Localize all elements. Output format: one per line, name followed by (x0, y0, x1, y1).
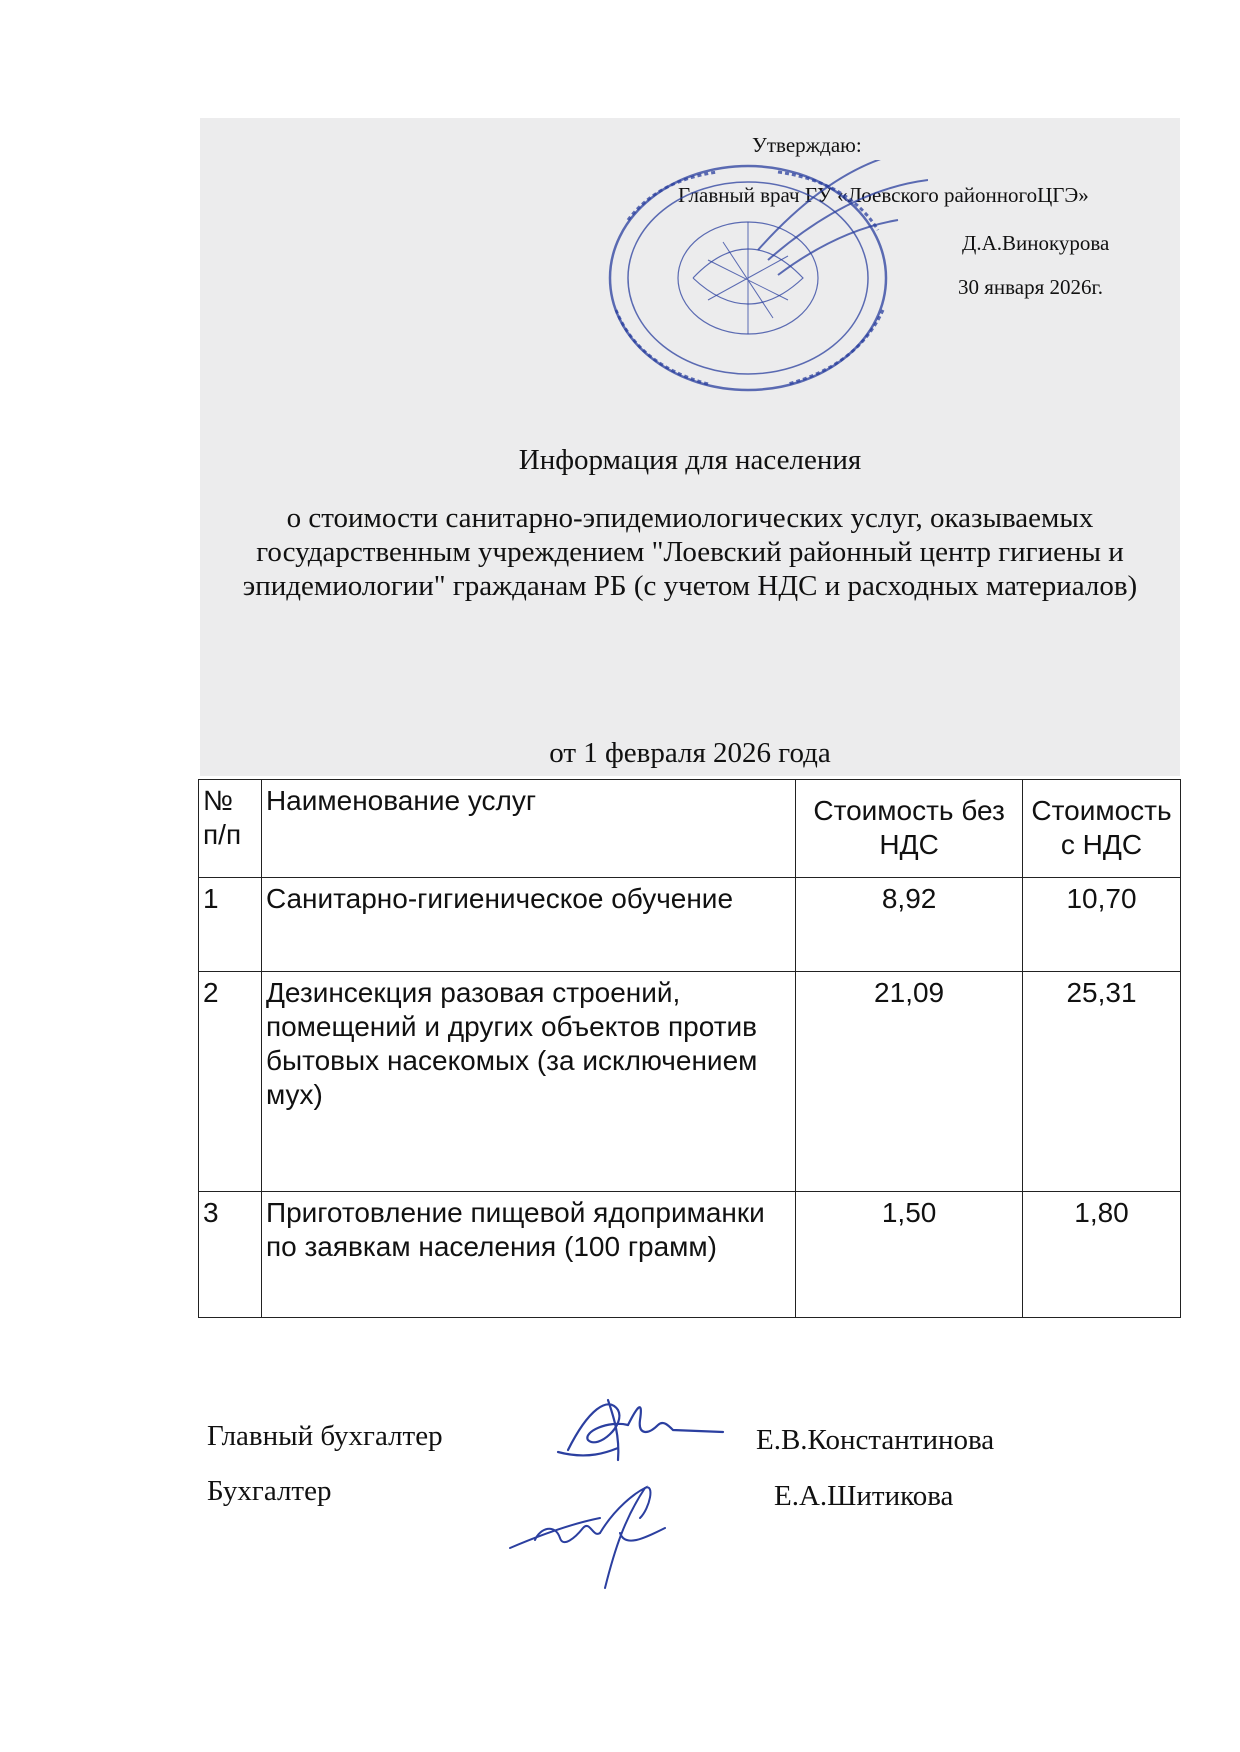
approval-signer: Д.А.Винокурова (962, 231, 1110, 255)
price-with-vat: 10,70 (1023, 878, 1181, 972)
row-number: 3 (199, 1192, 262, 1318)
table-row (199, 1192, 1181, 1318)
approval-position: Главный врач ГУ «Лоевского районногоЦГЭ» (678, 183, 1089, 207)
price-with-vat: 25,31 (1023, 972, 1181, 1192)
price-without-vat: 1,50 (796, 1192, 1023, 1318)
service-name: Приготовление пищевой ядоприманки по заявкам населения (100 грамм) (261, 1192, 795, 1318)
accountant-title: Бухгалтер (207, 1475, 332, 1507)
table-row (199, 972, 1181, 1192)
price-table (198, 779, 1181, 1318)
approval-date: 30 января 2026г. (958, 275, 1104, 299)
accountant-signature (505, 1478, 715, 1608)
chief-accountant-name: Е.В.Константинова (756, 1424, 995, 1456)
header-price-without-vat: Стоимость без НДС (796, 780, 1023, 878)
service-name: Дезинсекция разовая строений, помещений и других объектов против бытовых насекомых (за исключением мух) (261, 972, 795, 1192)
chief-accountant-title: Главный бухгалтер (207, 1420, 443, 1452)
price-with-vat: 1,80 (1023, 1192, 1181, 1318)
service-name: Санитарно-гигиеническое обучение (261, 878, 795, 972)
header-price-with-vat: Стоимость с НДС (1023, 780, 1181, 878)
official-stamp (598, 160, 928, 400)
accountant-name: Е.А.Шитикова (774, 1480, 954, 1512)
row-number: 1 (199, 878, 262, 972)
price-without-vat: 8,92 (796, 878, 1023, 972)
chief-accountant-signature (548, 1380, 728, 1475)
document-title: Информация для населения (518, 444, 862, 476)
header-number: № п/п (199, 780, 262, 878)
effective-date: от 1 февраля 2026 года (549, 737, 831, 769)
row-number: 2 (199, 972, 262, 1192)
header-service: Наименование услуг (261, 780, 795, 878)
table-header-row (199, 780, 1181, 878)
document-subtitle: о стоимости санитарно-эпидемиологических услуг, оказываемых государственным учреждением "Лоевский районный центр гигиены и эпидемиологии" гражданам РБ (с учетом НДС и расходных материалов) (242, 502, 1138, 602)
table-row (199, 878, 1181, 972)
approval-label: Утверждаю: (752, 133, 862, 157)
price-without-vat: 21,09 (796, 972, 1023, 1192)
